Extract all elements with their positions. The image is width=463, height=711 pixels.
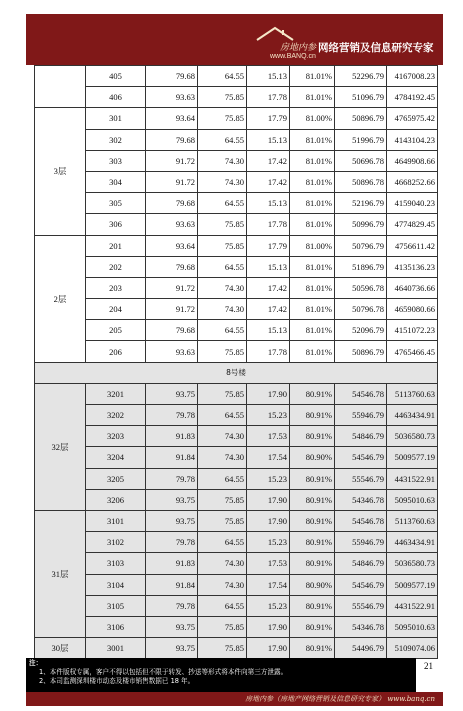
table-cell: 17.90 (247, 489, 290, 510)
table-cell: 50896.78 (335, 171, 387, 192)
table-cell: 81.01% (290, 320, 335, 341)
table-cell: 52196.79 (335, 193, 387, 214)
table-cell: 81.01% (290, 256, 335, 277)
table-cell: 17.42 (247, 171, 290, 192)
table-row (35, 510, 438, 531)
footer-note-title: 注： (29, 659, 43, 667)
table-cell: 74.30 (198, 171, 247, 192)
table-cell: 4659080.66 (387, 299, 438, 320)
table-cell: 74.30 (198, 277, 247, 298)
table-cell: 50896.79 (335, 108, 387, 129)
table-cell: 91.83 (146, 553, 198, 574)
unit-number-cell: 302 (86, 129, 146, 150)
table-cell: 93.75 (146, 383, 198, 404)
table-cell: 74.30 (198, 553, 247, 574)
table-cell: 17.78 (247, 214, 290, 235)
table-row (35, 320, 438, 341)
table-cell: 17.42 (247, 277, 290, 298)
table-row (35, 66, 438, 87)
table-cell: 80.90% (290, 574, 335, 595)
table-cell: 75.85 (198, 341, 247, 362)
table-row (35, 129, 438, 150)
table-cell: 51096.79 (335, 87, 387, 108)
table-row (35, 616, 438, 637)
table-cell: 54546.79 (335, 574, 387, 595)
floor-cell: 32层 (35, 383, 86, 510)
table-cell: 80.91% (290, 638, 335, 659)
table-cell: 79.78 (146, 468, 198, 489)
table-cell: 81.00% (290, 108, 335, 129)
table-cell: 80.91% (290, 616, 335, 637)
table-cell: 51996.79 (335, 129, 387, 150)
table-cell: 64.55 (198, 468, 247, 489)
unit-number-cell: 201 (86, 235, 146, 256)
table-cell: 64.55 (198, 320, 247, 341)
table-cell: 80.91% (290, 383, 335, 404)
floor-cell (35, 66, 86, 108)
table-cell: 81.01% (290, 277, 335, 298)
table-cell: 64.55 (198, 256, 247, 277)
table-row (35, 532, 438, 553)
unit-number-cell: 3101 (86, 510, 146, 531)
table-cell: 80.91% (290, 595, 335, 616)
table-cell: 4151072.23 (387, 320, 438, 341)
unit-number-cell: 3203 (86, 426, 146, 447)
unit-price-table (34, 65, 438, 659)
footer-bar: 房地内参（房地产网络营销及信息研究专家） www.banq.cn (26, 692, 443, 706)
unit-number-cell: 3106 (86, 616, 146, 637)
table-cell: 75.85 (198, 108, 247, 129)
table-cell: 4765975.42 (387, 108, 438, 129)
table-cell: 80.90% (290, 447, 335, 468)
unit-number-cell: 301 (86, 108, 146, 129)
brand-title: 网络营销及信息研究专家 (318, 42, 434, 54)
table-cell: 50596.78 (335, 277, 387, 298)
table-cell: 17.90 (247, 616, 290, 637)
table-cell: 79.78 (146, 405, 198, 426)
table-cell: 75.85 (198, 383, 247, 404)
table-cell: 91.72 (146, 171, 198, 192)
table-cell: 17.79 (247, 108, 290, 129)
unit-number-cell: 3105 (86, 595, 146, 616)
table-cell: 80.91% (290, 532, 335, 553)
table-cell: 75.85 (198, 87, 247, 108)
table-cell: 93.75 (146, 638, 198, 659)
table-row (35, 341, 438, 362)
table-cell: 4640736.66 (387, 277, 438, 298)
table-cell: 91.72 (146, 277, 198, 298)
table-cell: 15.23 (247, 405, 290, 426)
floor-cell: 31层 (35, 510, 86, 637)
table-cell: 54546.78 (335, 510, 387, 531)
table-cell: 54496.79 (335, 638, 387, 659)
table-cell: 81.01% (290, 129, 335, 150)
table-cell: 55546.79 (335, 595, 387, 616)
table-row (35, 405, 438, 426)
table-cell: 75.85 (198, 235, 247, 256)
table-cell: 4135136.23 (387, 256, 438, 277)
unit-number-cell: 304 (86, 171, 146, 192)
table-cell: 4143104.23 (387, 129, 438, 150)
table-cell: 55946.79 (335, 405, 387, 426)
unit-number-cell: 203 (86, 277, 146, 298)
table-row (35, 489, 438, 510)
table-cell: 80.91% (290, 510, 335, 531)
table-cell: 79.68 (146, 320, 198, 341)
table-cell: 81.01% (290, 341, 335, 362)
unit-number-cell: 204 (86, 299, 146, 320)
page-number: 21 (424, 661, 433, 671)
table-cell: 17.53 (247, 426, 290, 447)
unit-number-cell: 3001 (86, 638, 146, 659)
table-cell: 4784192.45 (387, 87, 438, 108)
table-cell: 5113760.63 (387, 510, 438, 531)
table-cell: 75.85 (198, 214, 247, 235)
table-cell: 54546.79 (335, 447, 387, 468)
table-cell: 64.55 (198, 193, 247, 214)
table-row (35, 383, 438, 404)
table-cell: 5036580.73 (387, 553, 438, 574)
table-cell: 79.68 (146, 256, 198, 277)
table-cell: 64.55 (198, 405, 247, 426)
table-cell: 15.23 (247, 532, 290, 553)
table-cell: 5036580.73 (387, 426, 438, 447)
table-row (35, 553, 438, 574)
table-cell: 64.55 (198, 66, 247, 87)
table-cell: 91.84 (146, 447, 198, 468)
table-cell: 17.79 (247, 235, 290, 256)
table-cell: 79.68 (146, 66, 198, 87)
table-cell: 4774829.45 (387, 214, 438, 235)
table-cell: 91.72 (146, 150, 198, 171)
table-row (35, 235, 438, 256)
table-cell: 54346.78 (335, 616, 387, 637)
table-cell: 4431522.91 (387, 595, 438, 616)
unit-number-cell: 405 (86, 66, 146, 87)
table-row (35, 574, 438, 595)
table-cell: 80.91% (290, 405, 335, 426)
table-cell: 80.91% (290, 426, 335, 447)
unit-number-cell: 3204 (86, 447, 146, 468)
table-cell: 81.01% (290, 87, 335, 108)
table-row (35, 299, 438, 320)
table-cell: 52096.79 (335, 320, 387, 341)
table-cell: 4167008.23 (387, 66, 438, 87)
table-cell: 4431522.91 (387, 468, 438, 489)
table-cell: 55946.79 (335, 532, 387, 553)
table-cell: 81.01% (290, 214, 335, 235)
table-cell: 54546.78 (335, 383, 387, 404)
brand-url: www.BANQ.cn (270, 53, 316, 60)
unit-number-cell: 305 (86, 193, 146, 214)
floor-cell: 2层 (35, 235, 86, 362)
unit-number-cell: 303 (86, 150, 146, 171)
table-cell: 5109074.06 (387, 638, 438, 659)
unit-number-cell: 3201 (86, 383, 146, 404)
table-cell: 15.13 (247, 320, 290, 341)
table-cell: 5095010.63 (387, 616, 438, 637)
table-cell: 80.91% (290, 489, 335, 510)
table-cell: 17.90 (247, 510, 290, 531)
table-cell: 50696.78 (335, 150, 387, 171)
unit-number-cell: 206 (86, 341, 146, 362)
footer-note (26, 658, 416, 692)
table-cell: 15.23 (247, 468, 290, 489)
table-cell: 79.68 (146, 193, 198, 214)
table-cell: 50796.79 (335, 235, 387, 256)
table-cell: 81.01% (290, 193, 335, 214)
unit-number-cell: 202 (86, 256, 146, 277)
unit-number-cell: 3202 (86, 405, 146, 426)
table-cell: 50996.79 (335, 214, 387, 235)
table-cell: 50796.78 (335, 299, 387, 320)
table-cell: 81.00% (290, 235, 335, 256)
table-cell: 5113760.63 (387, 383, 438, 404)
table-cell: 93.63 (146, 87, 198, 108)
table-row (35, 256, 438, 277)
table-cell: 75.85 (198, 638, 247, 659)
table-cell: 79.68 (146, 129, 198, 150)
footer-note-line-2: 2、本司监测深圳楼市动态及楼市销售数据已 18 年。 (39, 677, 195, 685)
table-cell: 54346.78 (335, 489, 387, 510)
table-cell: 54846.79 (335, 553, 387, 574)
table-cell: 17.90 (247, 638, 290, 659)
table-cell: 50896.79 (335, 341, 387, 362)
table-cell: 51896.79 (335, 256, 387, 277)
table-cell: 81.01% (290, 66, 335, 87)
table-cell: 81.01% (290, 299, 335, 320)
table-cell: 80.91% (290, 468, 335, 489)
building-header-row (35, 362, 438, 383)
table-cell: 17.54 (247, 574, 290, 595)
table-cell: 91.83 (146, 426, 198, 447)
table-cell: 93.75 (146, 489, 198, 510)
table-row (35, 150, 438, 171)
table-cell: 74.30 (198, 426, 247, 447)
table-cell: 4756611.42 (387, 235, 438, 256)
table-row (35, 468, 438, 489)
table-cell: 4765466.45 (387, 341, 438, 362)
table-cell: 5009577.19 (387, 447, 438, 468)
table-cell: 17.78 (247, 341, 290, 362)
table-cell: 52296.79 (335, 66, 387, 87)
table-row (35, 447, 438, 468)
table-cell: 74.30 (198, 150, 247, 171)
table-cell: 4649908.66 (387, 150, 438, 171)
table-cell: 74.30 (198, 299, 247, 320)
unit-number-cell: 3102 (86, 532, 146, 553)
table-cell: 93.64 (146, 108, 198, 129)
table-cell: 64.55 (198, 595, 247, 616)
table-cell: 74.30 (198, 447, 247, 468)
table-cell: 4463434.91 (387, 405, 438, 426)
table-row (35, 193, 438, 214)
unit-number-cell: 3205 (86, 468, 146, 489)
table-cell: 5009577.19 (387, 574, 438, 595)
table-row (35, 277, 438, 298)
table-cell: 93.63 (146, 214, 198, 235)
table-cell: 15.23 (247, 595, 290, 616)
unit-number-cell: 3206 (86, 489, 146, 510)
table-cell: 93.75 (146, 616, 198, 637)
table-row (35, 171, 438, 192)
unit-number-cell: 3103 (86, 553, 146, 574)
table-cell: 74.30 (198, 574, 247, 595)
table-cell: 4463434.91 (387, 532, 438, 553)
table-cell: 15.13 (247, 193, 290, 214)
table-cell: 15.13 (247, 256, 290, 277)
table-cell: 91.72 (146, 299, 198, 320)
table-cell: 75.85 (198, 489, 247, 510)
table-cell: 64.55 (198, 129, 247, 150)
table-cell: 75.85 (198, 616, 247, 637)
footer-note-line-1: 1、本件版权专属，客户不得以包括但不限于转发、抄送等形式将本件向第三方泄露。 (39, 668, 288, 676)
unit-number-cell: 306 (86, 214, 146, 235)
table-cell: 64.55 (198, 532, 247, 553)
table-cell: 17.90 (247, 383, 290, 404)
table-row (35, 638, 438, 659)
floor-cell: 30层 (35, 638, 86, 659)
table-row (35, 595, 438, 616)
table-cell: 80.91% (290, 553, 335, 574)
table-cell: 17.78 (247, 87, 290, 108)
table-row (35, 426, 438, 447)
table-cell: 15.13 (247, 66, 290, 87)
table-cell: 55546.79 (335, 468, 387, 489)
table-row (35, 214, 438, 235)
table-cell: 17.54 (247, 447, 290, 468)
table-cell: 93.64 (146, 235, 198, 256)
table-cell: 54846.79 (335, 426, 387, 447)
table-cell: 17.42 (247, 150, 290, 171)
unit-number-cell: 3104 (86, 574, 146, 595)
table-cell: 4159040.23 (387, 193, 438, 214)
table-cell: 79.78 (146, 532, 198, 553)
table-cell: 93.75 (146, 510, 198, 531)
table-cell: 81.01% (290, 171, 335, 192)
table-cell: 81.01% (290, 150, 335, 171)
building-label: 8号楼 (35, 362, 438, 383)
unit-number-cell: 406 (86, 87, 146, 108)
table-cell: 4668252.66 (387, 171, 438, 192)
table-cell: 93.63 (146, 341, 198, 362)
table-row (35, 108, 438, 129)
table-cell: 91.84 (146, 574, 198, 595)
table-cell: 79.78 (146, 595, 198, 616)
floor-cell: 3层 (35, 108, 86, 235)
table-row (35, 87, 438, 108)
table-cell: 15.13 (247, 129, 290, 150)
table-cell: 75.85 (198, 510, 247, 531)
unit-number-cell: 205 (86, 320, 146, 341)
brand-name: 房地内参 (280, 43, 317, 53)
table-cell: 17.53 (247, 553, 290, 574)
table-cell: 5095010.63 (387, 489, 438, 510)
table-cell: 17.42 (247, 299, 290, 320)
